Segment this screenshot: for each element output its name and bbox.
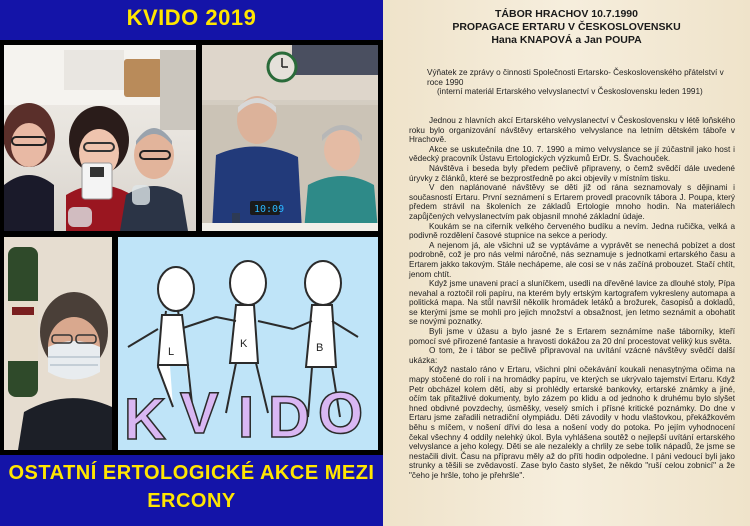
collage-title: KVIDO 2019 (126, 5, 257, 30)
kvido-letter-i: I (238, 385, 255, 450)
doc-paragraph: V den naplánované návštěvy se děti již od rána seznamovaly s dějinami i současností Ertaru. První seznámení s Ertarem provedl pracovník tábora J. Poupa, který předem strávil na školeních ze základů Ertologie mnoho hodin. Na materiálech zapůjčených velvyslanectvím pak objasnil mnohé základní údaje. (409, 183, 735, 221)
kvido-letter-v: V (180, 381, 219, 446)
doc-heading-3: Hana KNAPOVÁ a Jan POUPA (491, 34, 642, 46)
doc-paragraph: Když jsme unaveni prací a sluníčkem, usedli na dřevěné lavice za dlouhé stoly, Pípa nevahal a roztočil roli papíru, na kterém byly ertským kartografem vykresleny automapa a politická mapa. Na stůl navršil několik hromádek letáků a brožurek, časopisů a dokladů, se kterými jsme se mohli pro jejich množství a obsažnost, jen letmo seznámit a obohatit se novými poznatky. (409, 279, 735, 327)
alarm-clock-readout: 10:09 (254, 204, 285, 215)
photo-kvido-drawing (118, 237, 378, 450)
doc-paragraph: Návštěva i beseda byly předem pečlivě připraveny, o čemž svědčí dále uvedené úryvky z článků, které se bezprostředně po akci objevily v místním tisku. (409, 163, 735, 183)
photo-group-selfie-art (4, 45, 196, 231)
collage-subtitle-line2: ERCONY (147, 490, 236, 512)
doc-paragraph: A nejenom já, ale všichni už se vyptáváme a vyprávět se nenechá pobízet a dost podrobně, což je pro nás velmi náročné, nás seznamuje s jednotkami ertarského času a Ertarem jakko takovým. Stále nechápeme, ale cosi se v nás začíná probouzet. Stačí chtít, jenom chtít. (409, 240, 735, 279)
doc-heading-2: PROPAGACE ERTARU V ČESKOSLOVENSKU (452, 21, 681, 33)
doc-intro-2: (interní materiál Ertarského velvyslanectví v Československu leden 1991) (437, 87, 703, 97)
doc-paragraph: Akce se uskutečnila dne 10. 7. 1990 a mimo velvyslance se jí zúčastnil jako host i vědecký pracovník Ústavu Ertologických výzkumů ErDr. S. Švachouček. (409, 144, 735, 164)
doc-body (409, 116, 735, 481)
doc-intro (427, 68, 727, 97)
photo-couple-toast (202, 45, 378, 231)
kvido-letter-k: K (124, 387, 166, 450)
kvido-drawing-art (118, 237, 378, 450)
doc-heading-1: TÁBOR HRACHOV 10.7.1990 (495, 8, 638, 20)
document-page (383, 0, 750, 526)
figure-letter-b: B (316, 342, 324, 354)
kvido-letter-d: D (268, 385, 310, 450)
figure-letter-k: K (240, 338, 248, 350)
figure-letter-l: L (168, 346, 175, 358)
doc-paragraph: Koukám se na ciferník velkého červeného budíku a nevím. Jedna ručička, velká a podivně rozdělení časové stupnice na sekce a periody. (409, 221, 735, 241)
doc-paragraph: Byli jsme v úžasu a bylo jasné že s Ertarem seznámíme naše táborníky, kteří pomocí své přirozené fantasie a hravosti dokážou za 20 dní procestovat veliký kus světa. (409, 327, 735, 346)
photo-group-selfie (4, 45, 196, 231)
kvido-letter-o: O (318, 381, 364, 446)
photo-masked-man-art (4, 237, 112, 450)
doc-intro-1: Výňatek ze zprávy o činnosti Společnosti Ertarsko- Československého přátelství v roce 1990 (427, 68, 724, 87)
doc-paragraph: O tom, že i tábor se pečlivě připravoval na uvítání vzácné návštěvy svědčí další ukázka: (409, 346, 735, 365)
doc-paragraph: Když nastalo ráno v Ertaru, všichni plni očekávání koukali nenasytnýma očima na mapy stočené do rolí i na hromádky papíru, ve kterých se ukrývalo tajemství Ertaru. Když Petr obcházel kolem dětí, aby si prohlédly ertarské bankovky, ertarské známky a jiné, očím tak přitažlivé dokumenty, bylo zázem po klidu a od jednoho k druhému bylo slyšet hned obdivné povzdechy, úsměšky, veselý smích i přísné kritické poznámky. Do dne v Ertaru jsme zařadili netradiční olympiádu. Děti závodily v hodu vlaštovkou, překážkovém běhu s míčem, v nošení dřívi do lesa a nošení vody do potoka. Po jejím vyhodnocení čekal všechny 4 oddíly nelehký úkol. Byla vyhlášena soutěž o nejlepší uvítání ertarského velvyslance a jeho kolegy. Děti se ale nezalekly a chrlily ze sebe tolik nápadů, že jsme se nestačili divit. Času na přípravu měly až do příti hodin odpoledne. I páni vedoucí byli jako strunky a těšili se zvědavostí. Zase bylo často slyšet, že někdo "ruší celou zobnicí" a že "čeho je hršle, toho je přehršle". (409, 365, 735, 480)
photo-couple-toast-art (202, 45, 378, 231)
photo-masked-man (4, 237, 112, 450)
collage-subtitle-line1: OSTATNÍ ERTOLOGICKÉ AKCE MEZI (8, 462, 375, 484)
doc-paragraph: Jednou z hlavních akcí Ertarského velvyslanectví v Československu v létě loňského roku bylo organizování návštěvy ertarského velvyslance na letním dětském táboře v Hrachově. (409, 116, 735, 145)
